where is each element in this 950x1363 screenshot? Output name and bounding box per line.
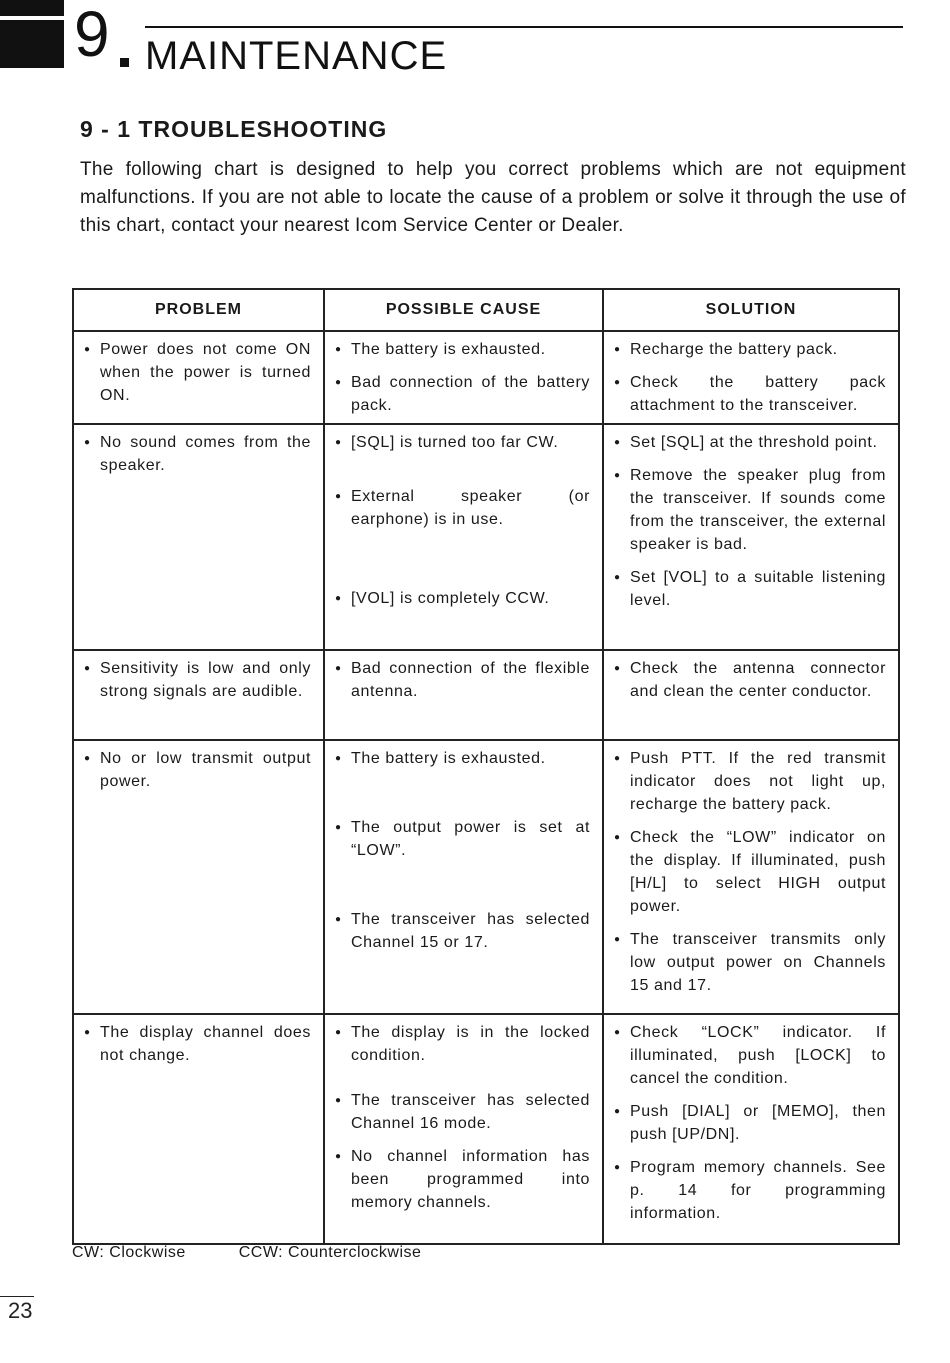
page-rule xyxy=(0,1296,34,1297)
cause-cell xyxy=(324,424,603,650)
problem-cell xyxy=(73,650,324,740)
solution-item: ● Push PTT. If the red transmit indicator does not light up, recharge the battery pack. xyxy=(614,747,886,816)
solution-item: ● Check the “LOW” indicator on the display. If illuminated, push [H/L] to select HIGH output power. xyxy=(614,826,886,918)
cause-item: ● No channel information has been programmed into memory channels. xyxy=(335,1145,590,1214)
footnote xyxy=(72,1244,469,1262)
problem-cell xyxy=(73,1014,324,1244)
problem-item: ● The display channel does not change. xyxy=(84,1021,311,1067)
intro-paragraph: The following chart is designed to help you correct problems which are not equipment malfunctions. If you are not able to locate the cause of a problem or solve it through the use of this chart, contact your nearest Icom Service Center or Dealer. xyxy=(80,159,906,236)
problem-cell xyxy=(73,424,324,650)
problem-item: ● Power does not come ON when the power is turned ON. xyxy=(84,338,311,407)
chapter-dot xyxy=(120,58,129,67)
cause-item: ● The transceiver has selected Channel 15 or 17. xyxy=(335,908,590,954)
cause-item: ● Bad connection of the battery pack. xyxy=(335,371,590,417)
cause-item: ● Bad connection of the flexible antenna. xyxy=(335,657,590,703)
problem-item: ● No or low transmit output power. xyxy=(84,747,311,793)
cause-item: ● The battery is exhausted. xyxy=(335,747,590,770)
solution-item: ● Check “LOCK” indicator. If illuminated, push [LOCK] to cancel the condition. xyxy=(614,1021,886,1090)
chapter-tab xyxy=(0,0,64,68)
solution-cell xyxy=(603,1014,899,1244)
chapter-title: MAINTENANCE xyxy=(145,34,448,78)
cause-cell xyxy=(324,331,603,424)
solution-cell xyxy=(603,740,899,1014)
cause-item: ● The output power is set at “LOW”. xyxy=(335,816,590,862)
solution-item: ● Program memory channels. See p. 14 for programming information. xyxy=(614,1156,886,1225)
solution-item: ● Check the antenna connector and clean the center conductor. xyxy=(614,657,886,703)
solution-item: ● Push [DIAL] or [MEMO], then push [UP/DN]. xyxy=(614,1100,886,1146)
cause-cell xyxy=(324,650,603,740)
table-row xyxy=(73,740,899,1014)
solution-cell xyxy=(603,424,899,650)
troubleshooting-table xyxy=(72,288,900,1245)
cause-item: ● The display is in the locked condition. xyxy=(335,1021,590,1067)
table-row xyxy=(73,650,899,740)
table-header-row xyxy=(73,289,899,331)
header-cause: POSSIBLE CAUSE xyxy=(324,289,603,331)
footnote-ccw: CCW: Counterclockwise xyxy=(238,1244,422,1261)
table-row xyxy=(73,1014,899,1244)
cause-item: ● The battery is exhausted. xyxy=(335,338,590,361)
solution-item: ● Remove the speaker plug from the transceiver. If sounds come from the transceiver, the external speaker is bad. xyxy=(614,464,886,556)
solution-item: ● The transceiver transmits only low output power on Channels 15 and 17. xyxy=(614,928,886,997)
problem-cell xyxy=(73,331,324,424)
table-row xyxy=(73,424,899,650)
section-title: 9 - 1 TROUBLESHOOTING xyxy=(80,116,388,142)
solution-item: ● Check the battery pack attachment to the transceiver. xyxy=(614,371,886,417)
chapter-rule xyxy=(145,26,903,28)
table-row xyxy=(73,331,899,424)
solution-item: ● Set [VOL] to a suitable listening level. xyxy=(614,566,886,612)
cause-item: ● [VOL] is completely CCW. xyxy=(335,587,590,610)
page-number: 23 xyxy=(8,1298,33,1323)
problem-item: ● No sound comes from the speaker. xyxy=(84,431,311,477)
footnote-cw: CW: Clockwise xyxy=(72,1244,186,1261)
cause-cell xyxy=(324,740,603,1014)
chapter-number: 9 xyxy=(74,0,111,70)
cause-item: ● The transceiver has selected Channel 16 mode. xyxy=(335,1089,590,1135)
cause-item: ● External speaker (or earphone) is in use. xyxy=(335,485,590,531)
cause-cell xyxy=(324,1014,603,1244)
problem-item: ● Sensitivity is low and only strong signals are audible. xyxy=(84,657,311,703)
solution-item: ● Recharge the battery pack. xyxy=(614,338,886,361)
solution-cell xyxy=(603,650,899,740)
solution-cell xyxy=(603,331,899,424)
cause-item: ● [SQL] is turned too far CW. xyxy=(335,431,590,454)
problem-cell xyxy=(73,740,324,1014)
header-solution: SOLUTION xyxy=(603,289,899,331)
solution-item: ● Set [SQL] at the threshold point. xyxy=(614,431,886,454)
header-problem: PROBLEM xyxy=(73,289,324,331)
